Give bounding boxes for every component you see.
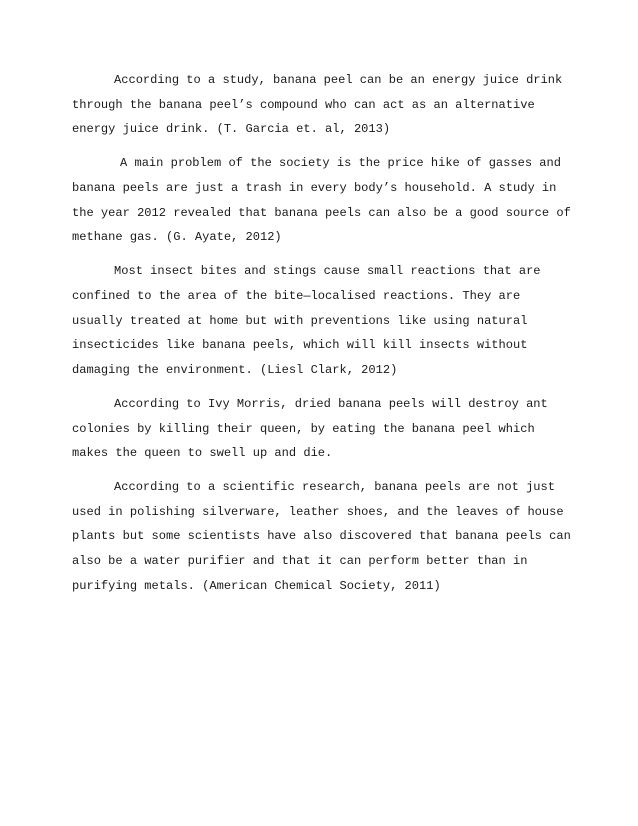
document-body xyxy=(72,68,572,608)
paragraph-water-purifier: According to a scientific research, banana peels are not just used in polishing silverware, leather shoes, and the leaves of house plants but some scientists have also discovered that banana peels can also be a water purifier and that it can perform better than in purifying metals. (American Chemical Society, 2011) xyxy=(72,480,571,593)
paragraph-energy-juice: According to a study, banana peel can be an energy juice drink through the banana peel’s compound who can act as an alternative energy juice drink. (T. Garcia et. al, 2013) xyxy=(72,73,563,137)
paragraph-methane-gas: A main problem of the society is the price hike of gasses and banana peels are just a trash in every body’s household. A study in the year 2012 revealed that banana peels can also be a good source of methane gas. (G. Ayate, 2012) xyxy=(72,156,571,245)
paragraph-ant-colonies: According to Ivy Morris, dried banana peels will destroy ant colonies by killing their queen, by eating the banana peel which makes the queen to swell up and die. xyxy=(72,396,548,461)
paragraph-insect-bites: Most insect bites and stings cause small reactions that are confined to the area of the bite—localised reactions. They are usually treated at home but with preventions like using natural insecticides like banana peels, which will kill insects without damaging the environment. (Liesl Clark, 2012) xyxy=(72,264,541,377)
